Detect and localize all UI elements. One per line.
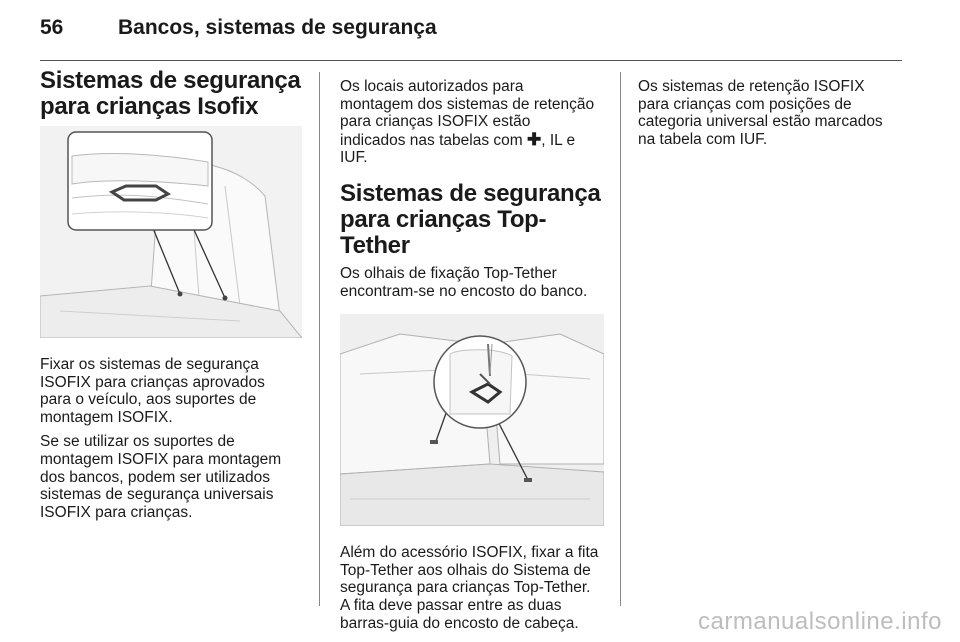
- isofix-paragraph-1: Fixar os sistemas de segurança ISOFIX para crianças aprovados para o veículo, aos suportes de montagem ISOFIX.: [40, 356, 265, 426]
- column-1: [40, 68, 302, 521]
- header-rule: [40, 60, 902, 61]
- top-tether-heading: [340, 181, 604, 259]
- page-number: 56: [40, 16, 64, 39]
- column-divider-2: [620, 72, 621, 606]
- isofix-paragraph-2: Se se utilizar os suportes de montagem ISOFIX para montagem dos bancos, podem ser utilizados sistemas de segurança universais ISOFIX para crianças.: [40, 433, 282, 521]
- isofix-heading: [40, 68, 302, 120]
- authorized-locations-paragraph: Os locais autorizados para montagem dos sistemas de retenção para crianças ISOFIX estão indicados nas tabelas com ✚, IL e IUF.: [340, 78, 595, 167]
- isofix-heading-line2: para crianças Isofix: [40, 93, 259, 120]
- column-3: [638, 68, 900, 148]
- top-tether-paragraph-1: Os olhais de fixação Top-Tether encontram-se no encosto do banco.: [340, 264, 588, 300]
- top-tether-heading-line1: Sistemas de segurança: [340, 179, 601, 207]
- column-divider-1: [319, 72, 320, 606]
- top-tether-illustration: [340, 314, 604, 526]
- plus-symbol-icon: ✚: [526, 129, 542, 149]
- top-tether-paragraph-2: Além do acessório ISOFIX, fixar a fita Top-Tether aos olhais do Sistema de segurança para crianças Top-Tether. A fita deve passar entre as duas barras-guia do encosto de cabeça.: [340, 544, 599, 632]
- top-tether-heading-line2: para crianças Top-Tether: [340, 205, 547, 259]
- isofix-heading-line1: Sistemas de segurança: [40, 67, 301, 94]
- chapter-title: Bancos, sistemas de segurança: [118, 16, 437, 39]
- isofix-mount-illustration: [40, 126, 302, 338]
- page-header: [40, 16, 910, 46]
- column-2: [340, 68, 604, 632]
- site-watermark: carmanualsonline.info: [698, 608, 942, 635]
- iuf-paragraph: Os sistemas de retenção ISOFIX para crianças com posições de categoria universal estão marcados na tabela com IUF.: [638, 78, 883, 148]
